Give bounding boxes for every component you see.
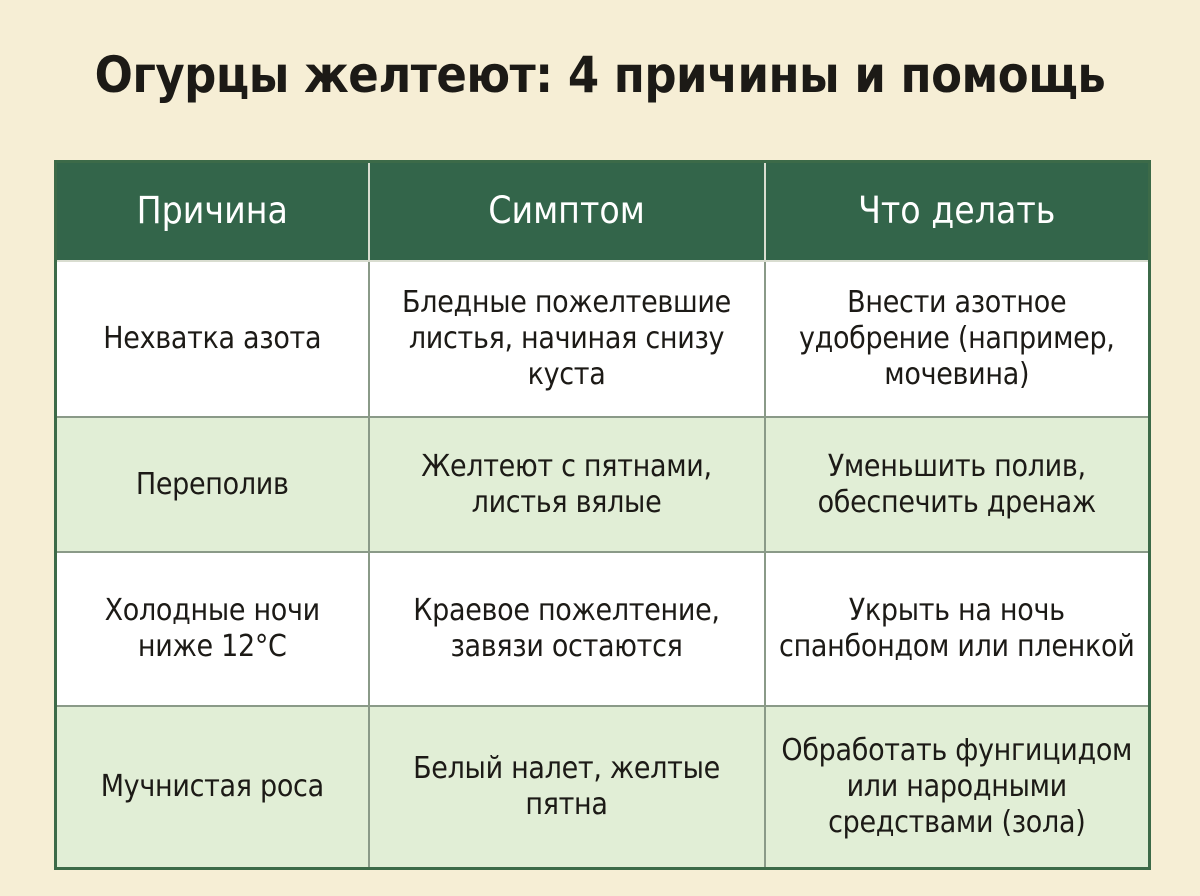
page-title: Огурцы желтеют: 4 причины и помощь	[94, 46, 1106, 104]
action-cell: Внести азотное удобрение (например, мочевина)	[765, 261, 1150, 417]
causes-table	[54, 160, 1151, 870]
symptom-cell: Бледные пожелтевшие листья, начиная снизу куста	[369, 261, 765, 417]
header-action: Что делать	[765, 162, 1150, 262]
symptom-cell: Краевое пожелтение, завязи остаются	[369, 552, 765, 706]
action-cell: Укрыть на ночь спанбондом или пленкой	[765, 552, 1150, 706]
table-row	[56, 552, 1150, 706]
symptom-cell: Желтеют с пятнами, листья вялые	[369, 417, 765, 552]
table-header-row	[56, 162, 1150, 262]
table-row	[56, 706, 1150, 869]
cause-cell: Переполив	[56, 417, 369, 552]
action-cell: Уменьшить полив, обеспечить дренаж	[765, 417, 1150, 552]
header-cause: Причина	[56, 162, 369, 262]
symptom-cell: Белый налет, желтые пятна	[369, 706, 765, 869]
action-cell: Обработать фунгицидом или народными средствами (зола)	[765, 706, 1150, 869]
table-row	[56, 417, 1150, 552]
cause-cell: Холодные ночи ниже 12°С	[56, 552, 369, 706]
table-row	[56, 261, 1150, 417]
cause-cell: Нехватка азота	[56, 261, 369, 417]
header-symptom: Симптом	[369, 162, 765, 262]
cause-cell: Мучнистая роса	[56, 706, 369, 869]
